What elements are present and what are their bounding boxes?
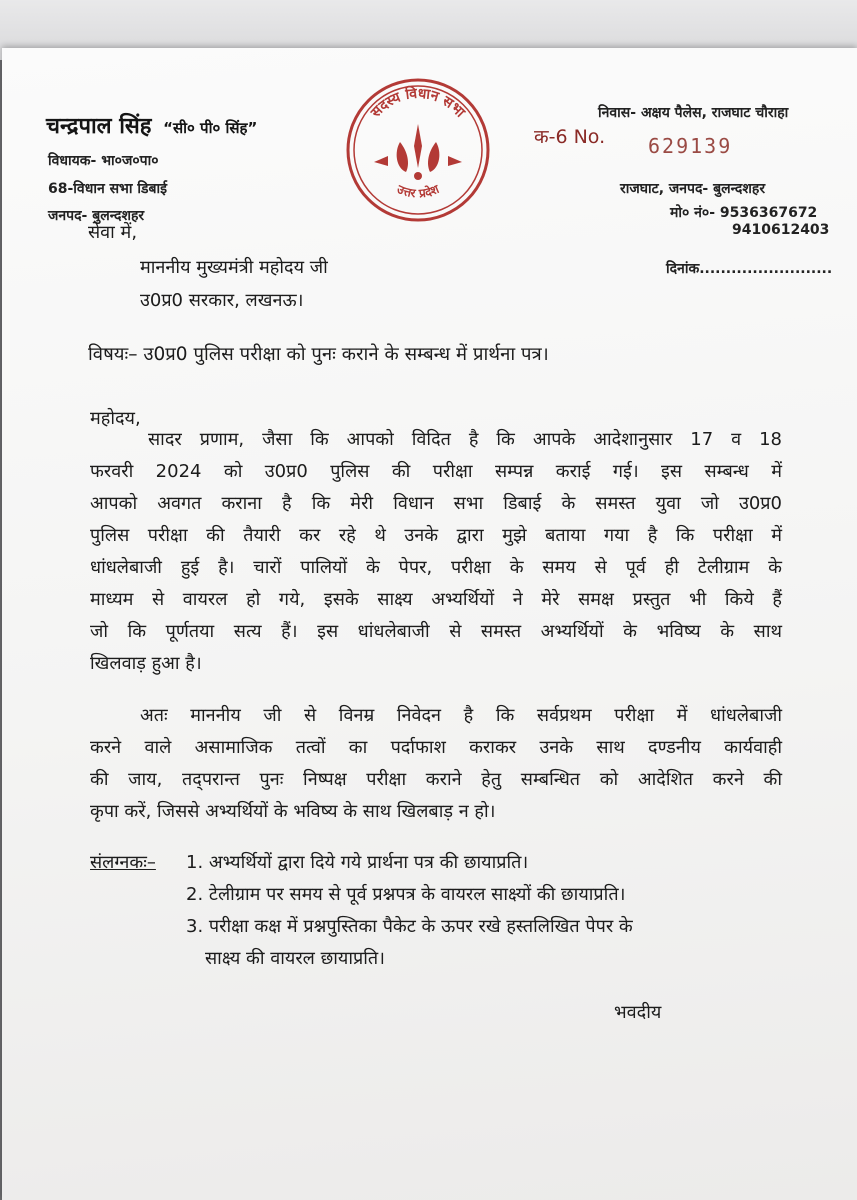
- paragraph-1-line: आपको अवगत कराना है कि मेरी विधान सभा डिबाई के समस्त युवा जो उ0प्र0: [90, 493, 782, 514]
- enclosure-item-2: 2. टेलीग्राम पर समय से पूर्व प्रश्नपत्र के वायरल साक्ष्यों की छायाप्रति।: [186, 884, 626, 905]
- mla-name: चन्द्रपाल सिंह: [46, 114, 152, 139]
- date-label: दिनांक.........................: [666, 261, 833, 277]
- subject-line: विषयः– उ0प्र0 पुलिस परीक्षा को पुनः कराने के सम्बन्ध में प्रार्थना पत्र।: [88, 344, 549, 365]
- paragraph-1-line: फरवरी 2024 को उ0प्र0 पुलिस की परीक्षा सम्पन्न कराई गई। इस सम्बन्ध में: [90, 461, 782, 482]
- seal-emblem: [374, 124, 462, 180]
- enclosure-item-3: 3. परीक्षा कक्ष में प्रश्नपुस्तिका पैकेट के ऊपर रखे हस्तलिखित पेपर के: [186, 916, 633, 937]
- paragraph-2-line: अतः माननीय जी से विनम्र निवेदन है कि सर्वप्रथम परीक्षा में धांधलेबाजी: [140, 705, 782, 726]
- assembly-seal: [344, 76, 492, 224]
- serial-prefix: क-6 No.: [534, 126, 606, 148]
- salutation-to: सेवा में,: [88, 222, 138, 243]
- residence-line-2: राजघाट, जनपद- बुलन्दशहर: [620, 181, 766, 197]
- serial-number: 629139: [648, 134, 733, 158]
- letterhead-name: [46, 110, 257, 140]
- paragraph-2: [90, 700, 782, 828]
- paragraph-1-line: जो कि पूर्णतया सत्य हैं। इस धांधलेबाजी से समस्त अभ्यर्थियों के भविष्य के साथ: [90, 621, 782, 642]
- paragraph-1-line: धांधलेबाजी हुई है। चारों पालियों के पेपर, परीक्षा के समय से पूर्व ही टेलीग्राम के: [90, 557, 782, 578]
- addressee-line-2: उ0प्र0 सरकार, लखनऊ।: [140, 290, 304, 311]
- designation: विधायक- भा०ज०पा०: [48, 153, 159, 169]
- enclosure-item-3-continued: साक्ष्य की वायरल छायाप्रति।: [205, 948, 385, 969]
- mobile-number-2: 9410612403: [732, 222, 830, 238]
- residence-line-1: निवास- अक्षय पैलेस, राजघाट चौराहा: [598, 105, 789, 121]
- paragraph-1-line: खिलवाड़ हुआ है।: [90, 653, 202, 674]
- addressee-line-1: माननीय मुख्यमंत्री महोदय जी: [140, 257, 328, 278]
- paragraph-1-line: माध्यम से वायरल हो गये, इसके साक्ष्य अभ्यर्थियों ने मेरे समक्ष प्रस्तुत भी किये हैं: [90, 589, 782, 610]
- mobile-number-1: मो० नं०- 9536367672: [670, 205, 818, 221]
- seal-bottom-text: उत्तर प्रदेश: [394, 181, 442, 201]
- closing: भवदीय: [614, 1002, 662, 1023]
- paragraph-2-line: की जाय, तद्परान्त पुनः निष्पक्ष परीक्षा कराने हेतु सम्बन्धित को आदेशित करने की: [90, 769, 782, 790]
- paragraph-2-line: कृपा करें, जिससे अभ्यर्थियों के भविष्य के साथ खिलबाड़ न हो।: [90, 801, 496, 822]
- mla-nickname: “सी० पी० सिंह”: [163, 119, 258, 137]
- constituency: 68-विधान सभा डिबाई: [48, 181, 167, 197]
- paragraph-2-line: करने वाले असामाजिक तत्वों का पर्दाफाश कराकर उनके साथ दण्डनीय कार्यवाही: [90, 737, 782, 758]
- greeting: महोदय,: [90, 408, 141, 429]
- seal-top-text: सदस्य विधान सभा: [367, 85, 468, 121]
- paragraph-1: [90, 424, 782, 680]
- paragraph-1-line: सादर प्रणाम, जैसा कि आपको विदित है कि आपके आदेशानुसार 17 व 18: [148, 429, 782, 450]
- letter-page: [2, 48, 857, 1200]
- enclosure-item-1: 1. अभ्यर्थियों द्वारा दिये गये प्रार्थना पत्र की छायाप्रति।: [186, 852, 529, 873]
- district: जनपद- बुलन्दशहर: [48, 208, 145, 224]
- enclosures-label: संलग्नकः–: [90, 852, 156, 873]
- paragraph-1-line: पुलिस परीक्षा की तैयारी कर रहे थे उनके द्वारा मुझे बताया गया है कि परीक्षा में: [90, 525, 782, 546]
